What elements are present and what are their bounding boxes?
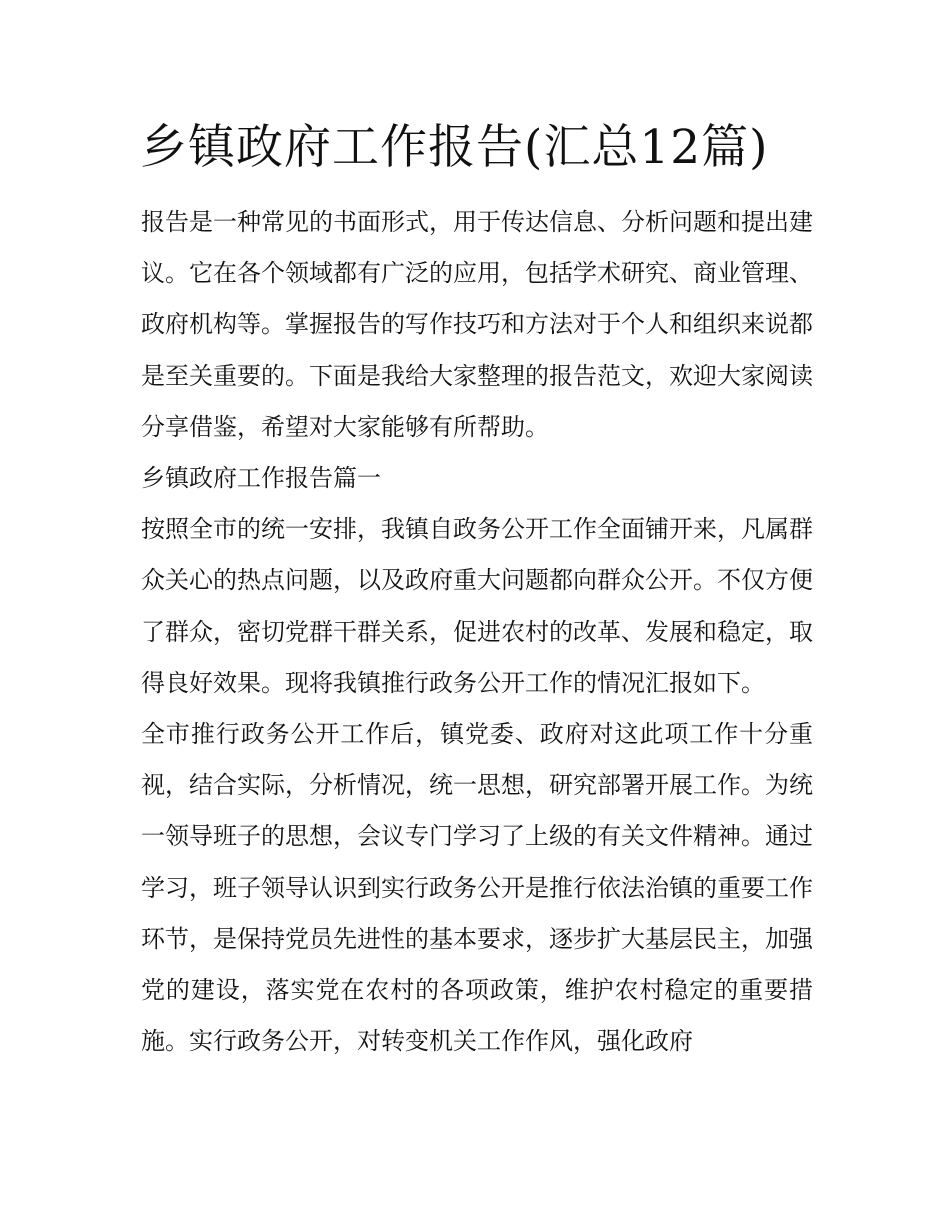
body-paragraph: 按照全市的统一安排，我镇自政务公开工作全面铺开来，凡属群众关心的热点问题，以及政府重大问题都向群众公开。不仅方便了群众，密切党群干群关系，促进农村的改革、发展和稳定，取得良好效果。现将我镇推行政务公开工作的情况汇报如下。 [141,515,813,697]
document-body [141,197,813,1067]
body-paragraph: 全市推行政务公开工作后，镇党委、政府对这此项工作十分重视，结合实际，分析情况，统一思想，研究部署开展工作。为统一领导班子的思想，会议专门学习了上级的有关文件精神。通过学习，班子领导认识到实行政务公开是推行依法治镇的重要工作环节，是保持党员先进性的基本要求，逐步扩大基层民主，加强党的建设，落实党在农村的各项政策，维护农村稳定的重要措施。实行政务公开，对转变机关工作作风，强化政府 [141,720,813,1056]
section-heading: 乡镇政府工作报告篇一 [141,464,381,493]
document-title: 乡镇政府工作报告(汇总12篇) [140,120,769,175]
intro-paragraph: 报告是一种常见的书面形式，用于传达信息、分析问题和提出建议。它在各个领域都有广泛的应用，包括学术研究、商业管理、政府机构等。掌握报告的写作技巧和方法对于个人和组织来说都是至关重要的。下面是我给大家整理的报告范文，欢迎大家阅读分享借鉴，希望对大家能够有所帮助。 [141,208,813,441]
